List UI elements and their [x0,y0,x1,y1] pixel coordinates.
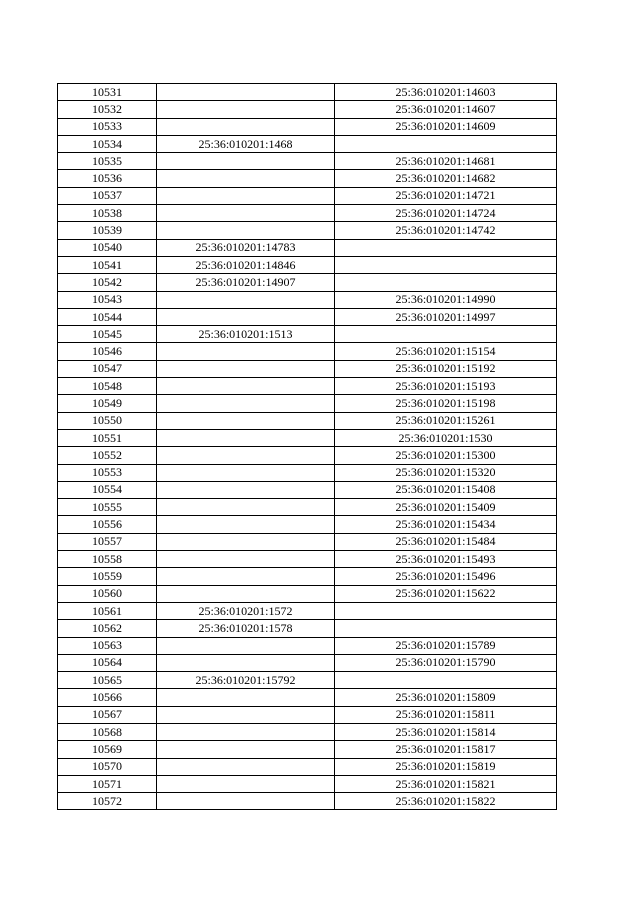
cadastral-number-cell-a: 25:36:010201:14907 [157,274,335,291]
row-number-cell: 10567 [58,706,157,723]
cadastral-number-cell-b: 25:36:010201:15192 [335,360,557,377]
row-number-cell: 10542 [58,274,157,291]
cadastral-number-cell-a [157,429,335,446]
row-number-cell: 10531 [58,84,157,101]
cadastral-number-cell-a [157,516,335,533]
cadastral-number-cell-b [335,326,557,343]
cadastral-number-cell-a [157,222,335,239]
table-row [58,291,557,308]
table-row [58,412,557,429]
cadastral-number-cell-b: 25:36:010201:15817 [335,741,557,758]
table-row [58,326,557,343]
cadastral-number-cell-a [157,551,335,568]
cadastral-number-cell-b: 25:36:010201:14607 [335,101,557,118]
cadastral-number-cell-b: 25:36:010201:15434 [335,516,557,533]
table-row [58,153,557,170]
cadastral-number-cell-a: 25:36:010201:1513 [157,326,335,343]
table-row [58,222,557,239]
cadastral-number-cell-b: 25:36:010201:15790 [335,654,557,671]
table-row [58,447,557,464]
cadastral-number-cell-a: 25:36:010201:15792 [157,672,335,689]
cadastral-number-cell-b: 25:36:010201:15198 [335,395,557,412]
cadastral-number-cell-a: 25:36:010201:1468 [157,135,335,152]
cadastral-number-cell-b [335,256,557,273]
cadastral-number-cell-a [157,637,335,654]
row-number-cell: 10537 [58,187,157,204]
cadastral-number-cell-b: 25:36:010201:15809 [335,689,557,706]
row-number-cell: 10550 [58,412,157,429]
cadastral-number-cell-b: 25:36:010201:14997 [335,308,557,325]
cadastral-number-table [57,83,557,810]
table-row [58,239,557,256]
cadastral-number-cell-b: 25:36:010201:15819 [335,758,557,775]
table-row [58,256,557,273]
cadastral-number-cell-b: 25:36:010201:15409 [335,499,557,516]
cadastral-number-cell-a [157,170,335,187]
table-row [58,118,557,135]
table-row [58,481,557,498]
table-row [58,360,557,377]
table-row [58,516,557,533]
cadastral-number-cell-a [157,689,335,706]
row-number-cell: 10545 [58,326,157,343]
row-number-cell: 10564 [58,654,157,671]
row-number-cell: 10570 [58,758,157,775]
table-row [58,395,557,412]
cadastral-number-cell-b: 25:36:010201:15496 [335,568,557,585]
cadastral-number-cell-b: 25:36:010201:14742 [335,222,557,239]
cadastral-number-cell-a: 25:36:010201:14846 [157,256,335,273]
cadastral-number-cell-b: 25:36:010201:15811 [335,706,557,723]
cadastral-number-cell-a [157,412,335,429]
table-row [58,205,557,222]
cadastral-number-cell-b: 25:36:010201:15300 [335,447,557,464]
table-row [58,568,557,585]
cadastral-number-cell-b: 25:36:010201:15261 [335,412,557,429]
table-row [58,602,557,619]
cadastral-number-cell-a [157,723,335,740]
cadastral-number-cell-a [157,464,335,481]
table-row [58,429,557,446]
cadastral-number-cell-a [157,343,335,360]
cadastral-number-cell-a [157,378,335,395]
cadastral-number-cell-a [157,533,335,550]
cadastral-number-cell-b: 25:36:010201:15193 [335,378,557,395]
row-number-cell: 10551 [58,429,157,446]
row-number-cell: 10549 [58,395,157,412]
cadastral-number-cell-b: 25:36:010201:14609 [335,118,557,135]
cadastral-number-cell-a [157,793,335,810]
row-number-cell: 10540 [58,239,157,256]
cadastral-number-cell-b: 25:36:010201:15821 [335,775,557,792]
cadastral-number-cell-a [157,308,335,325]
cadastral-number-cell-a [157,706,335,723]
cadastral-number-cell-a [157,568,335,585]
cadastral-number-cell-b: 25:36:010201:14682 [335,170,557,187]
cadastral-number-cell-a [157,499,335,516]
table-row [58,135,557,152]
cadastral-number-cell-a [157,118,335,135]
cadastral-number-cell-b: 25:36:010201:15822 [335,793,557,810]
table-row [58,551,557,568]
row-number-cell: 10557 [58,533,157,550]
row-number-cell: 10541 [58,256,157,273]
cadastral-number-cell-b: 25:36:010201:15622 [335,585,557,602]
cadastral-number-cell-b [335,274,557,291]
row-number-cell: 10568 [58,723,157,740]
table-row [58,464,557,481]
cadastral-number-cell-a [157,360,335,377]
row-number-cell: 10572 [58,793,157,810]
cadastral-number-cell-a [157,84,335,101]
row-number-cell: 10560 [58,585,157,602]
cadastral-number-cell-b: 25:36:010201:14990 [335,291,557,308]
row-number-cell: 10543 [58,291,157,308]
cadastral-number-cell-b [335,620,557,637]
cadastral-number-cell-b [335,135,557,152]
row-number-cell: 10548 [58,378,157,395]
cadastral-number-cell-a [157,447,335,464]
row-number-cell: 10565 [58,672,157,689]
table-row [58,654,557,671]
cadastral-number-cell-b [335,602,557,619]
table-row [58,343,557,360]
table-row [58,689,557,706]
table-body [58,84,557,810]
row-number-cell: 10558 [58,551,157,568]
row-number-cell: 10538 [58,205,157,222]
cadastral-number-cell-b: 25:36:010201:15320 [335,464,557,481]
table-row [58,758,557,775]
table-row [58,723,557,740]
cadastral-number-cell-b: 25:36:010201:14681 [335,153,557,170]
cadastral-number-cell-b: 25:36:010201:15789 [335,637,557,654]
cadastral-number-cell-b: 25:36:010201:14603 [335,84,557,101]
row-number-cell: 10532 [58,101,157,118]
cadastral-number-cell-b: 25:36:010201:15493 [335,551,557,568]
cadastral-number-cell-a [157,775,335,792]
row-number-cell: 10555 [58,499,157,516]
cadastral-number-cell-a [157,481,335,498]
table-row [58,706,557,723]
row-number-cell: 10553 [58,464,157,481]
row-number-cell: 10547 [58,360,157,377]
table-row [58,378,557,395]
row-number-cell: 10546 [58,343,157,360]
cadastral-number-cell-a [157,101,335,118]
table-row [58,672,557,689]
row-number-cell: 10561 [58,602,157,619]
row-number-cell: 10556 [58,516,157,533]
row-number-cell: 10544 [58,308,157,325]
row-number-cell: 10566 [58,689,157,706]
row-number-cell: 10536 [58,170,157,187]
cadastral-number-cell-b [335,239,557,256]
row-number-cell: 10552 [58,447,157,464]
cadastral-number-cell-a [157,395,335,412]
cadastral-number-cell-a [157,741,335,758]
table-row [58,101,557,118]
table-row [58,620,557,637]
table-row [58,308,557,325]
cadastral-number-cell-a: 25:36:010201:1578 [157,620,335,637]
cadastral-number-cell-a [157,153,335,170]
cadastral-number-cell-a [157,585,335,602]
cadastral-number-cell-b [335,672,557,689]
cadastral-number-cell-a [157,187,335,204]
row-number-cell: 10535 [58,153,157,170]
cadastral-number-cell-b: 25:36:010201:14724 [335,205,557,222]
row-number-cell: 10562 [58,620,157,637]
cadastral-number-cell-a [157,205,335,222]
table-row [58,274,557,291]
table-row [58,585,557,602]
cadastral-number-cell-a: 25:36:010201:1572 [157,602,335,619]
table-row [58,793,557,810]
row-number-cell: 10559 [58,568,157,585]
table-row [58,637,557,654]
table-row [58,84,557,101]
table-row [58,187,557,204]
row-number-cell: 10539 [58,222,157,239]
row-number-cell: 10554 [58,481,157,498]
row-number-cell: 10533 [58,118,157,135]
table-row [58,533,557,550]
cadastral-number-cell-a [157,291,335,308]
cadastral-number-cell-b: 25:36:010201:15154 [335,343,557,360]
cadastral-number-cell-a: 25:36:010201:14783 [157,239,335,256]
cadastral-number-cell-a [157,758,335,775]
table-row [58,499,557,516]
row-number-cell: 10563 [58,637,157,654]
table-row [58,775,557,792]
table-row [58,170,557,187]
cadastral-number-cell-b: 25:36:010201:14721 [335,187,557,204]
row-number-cell: 10534 [58,135,157,152]
cadastral-number-cell-b: 25:36:010201:15484 [335,533,557,550]
cadastral-number-cell-b: 25:36:010201:15814 [335,723,557,740]
row-number-cell: 10569 [58,741,157,758]
cadastral-number-cell-a [157,654,335,671]
cadastral-number-cell-b: 25:36:010201:1530 [335,429,557,446]
cadastral-number-cell-b: 25:36:010201:15408 [335,481,557,498]
table-row [58,741,557,758]
row-number-cell: 10571 [58,775,157,792]
